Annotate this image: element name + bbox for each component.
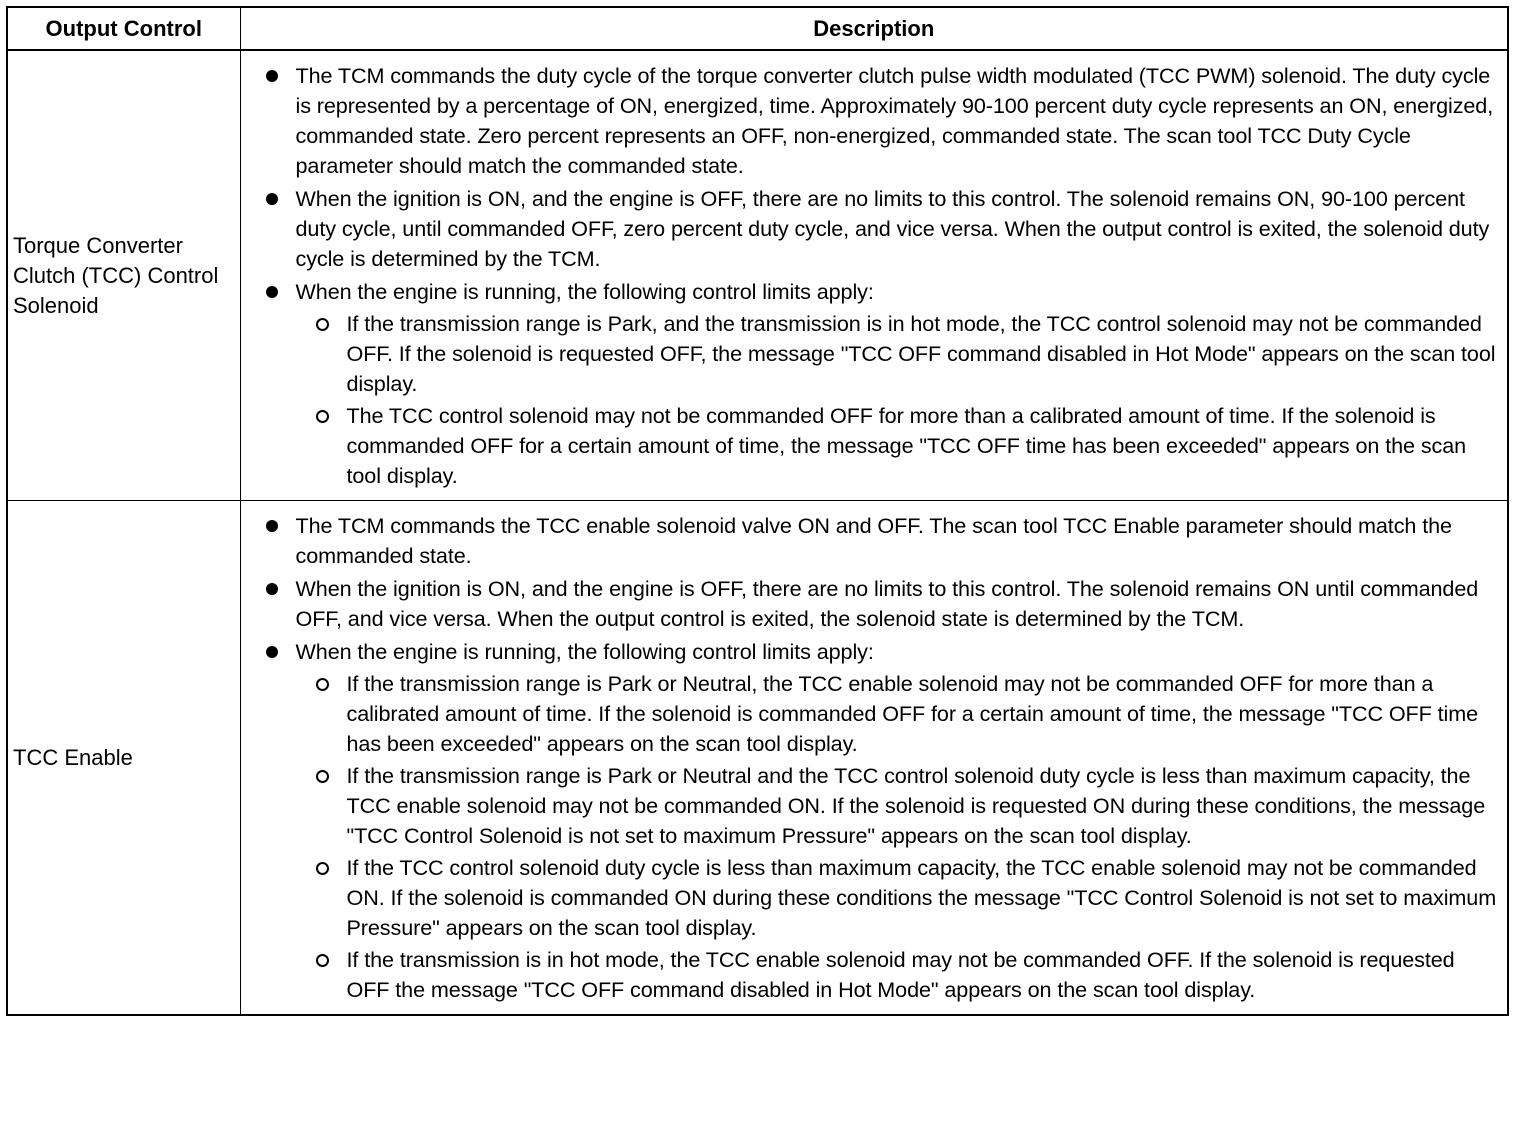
output-control-table xyxy=(6,6,1509,1016)
filled-bullet-icon xyxy=(266,583,278,595)
sub-bullet-list xyxy=(296,309,1502,491)
bullet-text: When the ignition is ON, and the engine is OFF, there are no limits to this control. The solenoid remains ON, 90-100 percent duty cycle, until commanded OFF, zero percent duty cycle, and vice versa. When the output control is exited, the solenoid duty cycle is determined by the TCM. xyxy=(295,186,1490,271)
list-item xyxy=(247,637,1502,1005)
output-control-name: Torque Converter Clutch (TCC) Control Solenoid xyxy=(7,50,240,501)
sub-bullet-text: If the transmission range is Park or Neutral, the TCC enable solenoid may not be commanded OFF for more than a calibrated amount of time. If the solenoid is commanded OFF for a certain amount of time, the message "TCC OFF time has been exceeded" appears on the scan tool display. xyxy=(346,671,1479,756)
sub-bullet-list xyxy=(296,669,1502,1005)
description-cell xyxy=(240,50,1508,501)
header-description: Description xyxy=(240,7,1508,50)
document-page xyxy=(6,6,1507,1016)
list-item xyxy=(247,184,1502,274)
hollow-bullet-icon xyxy=(316,678,329,691)
output-control-name: TCC Enable xyxy=(7,501,240,1016)
sub-list-item xyxy=(296,669,1502,759)
bullet-text: The TCM commands the TCC enable solenoid valve ON and OFF. The scan tool TCC Enable parameter should match the commanded state. xyxy=(295,513,1452,568)
list-item xyxy=(247,574,1502,634)
bullet-list xyxy=(247,61,1502,491)
filled-bullet-icon xyxy=(266,646,278,658)
filled-bullet-icon xyxy=(266,70,278,82)
hollow-bullet-icon xyxy=(316,862,329,875)
header-row xyxy=(7,7,1508,50)
bullet-text: The TCM commands the duty cycle of the torque converter clutch pulse width modulated (TCC PWM) solenoid. The duty cycle is represented by a percentage of ON, energized, time. Approximately 90-100 percent duty cycle represents an ON, energized, commanded state. Zero percent represents an OFF, non-energized, commanded state. The scan tool TCC Duty Cycle parameter should match the commanded state. xyxy=(295,63,1494,178)
header-output-control: Output Control xyxy=(7,7,240,50)
filled-bullet-icon xyxy=(266,520,278,532)
description-cell xyxy=(240,501,1508,1016)
bullet-text: When the engine is running, the following control limits apply: xyxy=(295,639,874,664)
filled-bullet-icon xyxy=(266,286,278,298)
bullet-text: When the ignition is ON, and the engine is OFF, there are no limits to this control. The solenoid remains ON until commanded OFF, and vice versa. When the output control is exited, the solenoid state is determined by the TCM. xyxy=(295,576,1479,631)
table-row xyxy=(7,50,1508,501)
list-item xyxy=(247,61,1502,181)
hollow-bullet-icon xyxy=(316,770,329,783)
sub-list-item xyxy=(296,309,1502,399)
filled-bullet-icon xyxy=(266,193,278,205)
sub-list-item xyxy=(296,945,1502,1005)
sub-list-item xyxy=(296,401,1502,491)
sub-bullet-text: If the transmission range is Park or Neutral and the TCC control solenoid duty cycle is less than maximum capacity, the TCC enable solenoid may not be commanded ON. If the solenoid is requested ON during these conditions, the message "TCC Control Solenoid is not set to maximum Pressure" appears on the scan tool display. xyxy=(346,763,1486,848)
list-item xyxy=(247,277,1502,491)
sub-list-item xyxy=(296,761,1502,851)
sub-bullet-text: If the TCC control solenoid duty cycle is less than maximum capacity, the TCC enable solenoid may not be commanded ON. If the solenoid is commanded ON during these conditions the message "TCC Control Solenoid is not set to maximum Pressure" appears on the scan tool display. xyxy=(346,855,1497,940)
table-row xyxy=(7,501,1508,1016)
hollow-bullet-icon xyxy=(316,410,329,423)
sub-list-item xyxy=(296,853,1502,943)
hollow-bullet-icon xyxy=(316,318,329,331)
bullet-text: When the engine is running, the following control limits apply: xyxy=(295,279,874,304)
hollow-bullet-icon xyxy=(316,954,329,967)
bullet-list xyxy=(247,511,1502,1005)
sub-bullet-text: If the transmission range is Park, and the transmission is in hot mode, the TCC control solenoid may not be commanded OFF. If the solenoid is requested OFF, the message "TCC OFF command disabled in Hot Mode" appears on the scan tool display. xyxy=(346,311,1496,396)
sub-bullet-text: The TCC control solenoid may not be commanded OFF for more than a calibrated amount of time. If the solenoid is commanded OFF for a certain amount of time, the message "TCC OFF time has been exceeded" appears on the scan tool display. xyxy=(346,403,1467,488)
list-item xyxy=(247,511,1502,571)
sub-bullet-text: If the transmission is in hot mode, the TCC enable solenoid may not be commanded OFF. If the solenoid is requested OFF the message "TCC OFF command disabled in Hot Mode" appears on the scan tool display. xyxy=(346,947,1455,1002)
